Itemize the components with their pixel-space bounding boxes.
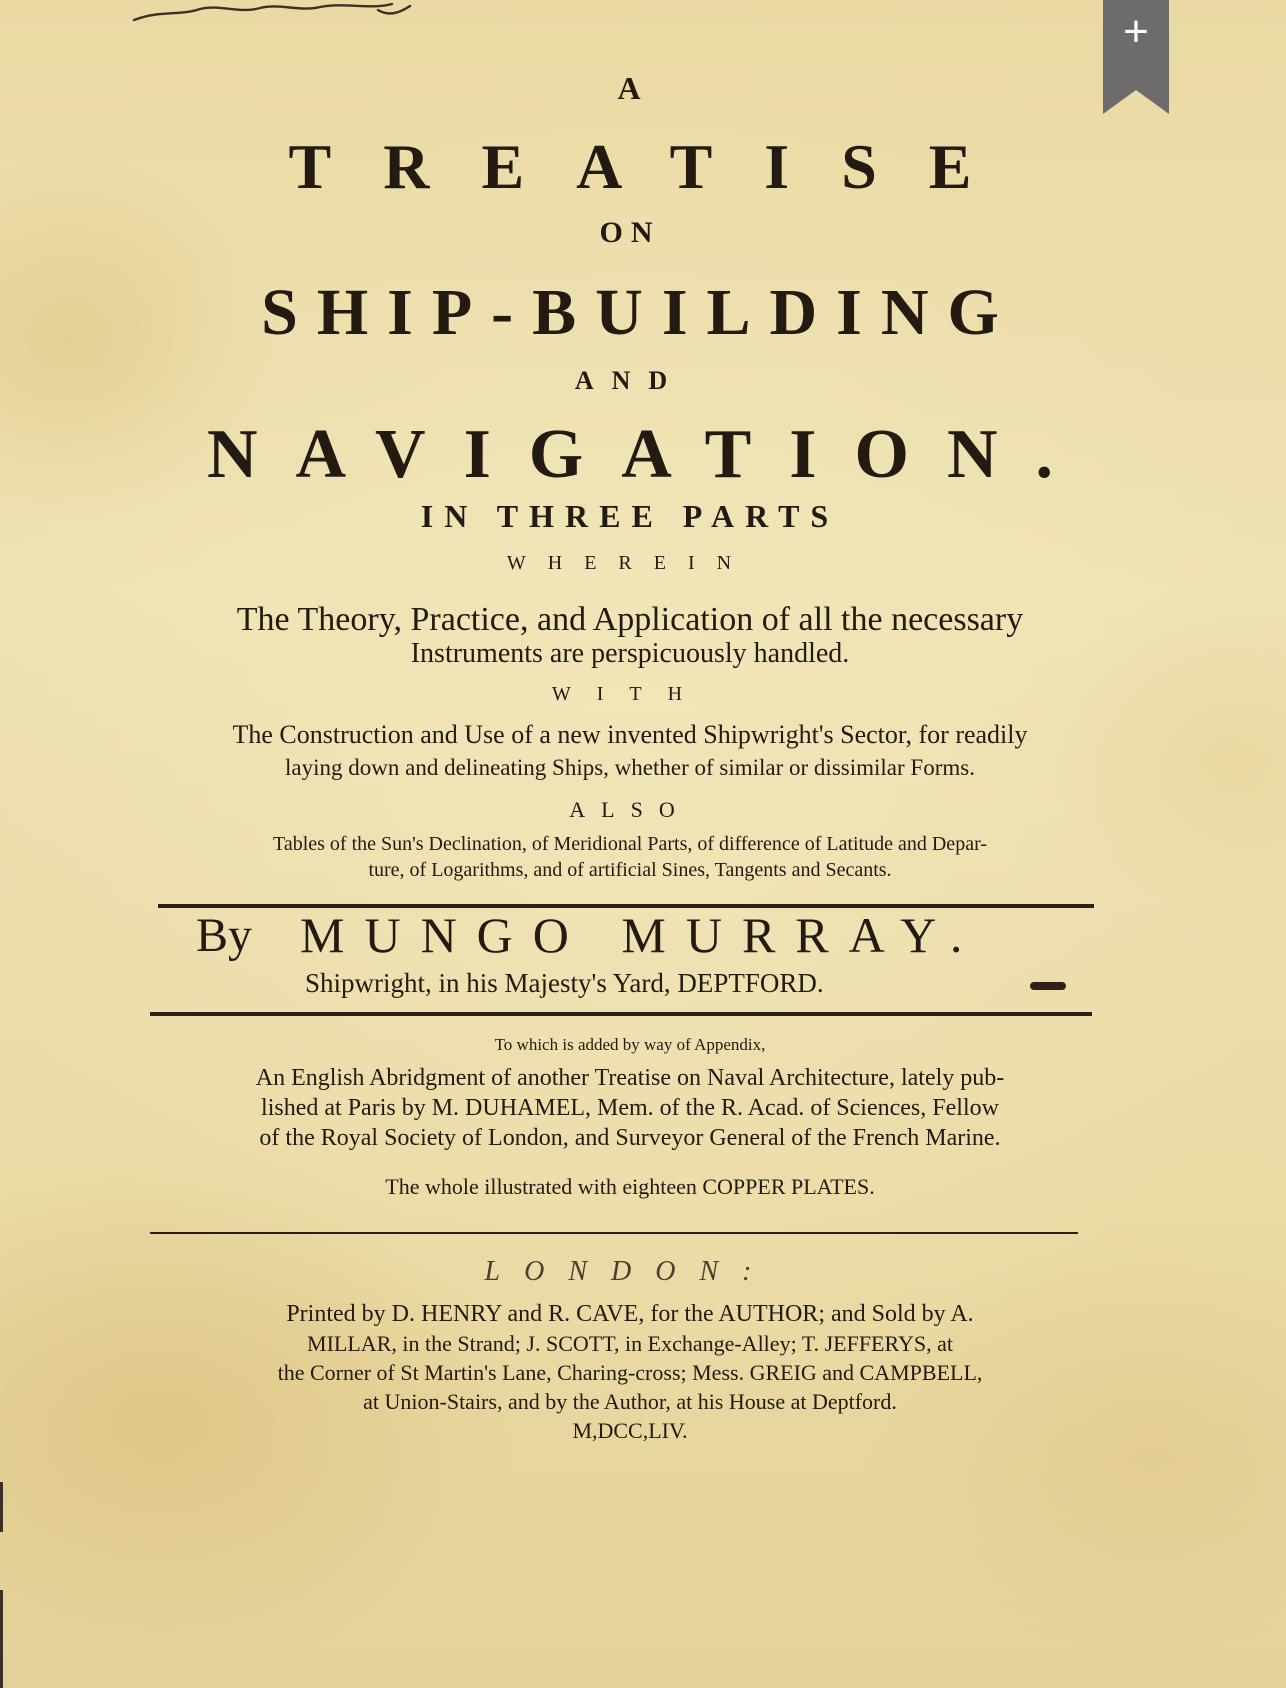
handwritten-signature — [130, 0, 430, 24]
rule-below-author — [150, 1012, 1092, 1016]
ornament-dash — [1030, 982, 1066, 990]
appendix-line-1: An English Abridgment of another Treatise on Naval Architecture, lately pub- — [255, 1065, 1005, 1091]
imprint-city: LONDON: — [484, 1256, 776, 1287]
author-name: MUNGO MURRAY. — [300, 907, 983, 963]
imprint-line-2: MILLAR, in the Strand; J. SCOTT, in Exchange-Alley; T. JEFFERYS, at — [307, 1331, 953, 1356]
title-ship-building: SHIP-BUILDING — [261, 276, 1018, 349]
parts-heading: IN THREE PARTS — [420, 498, 840, 534]
wherein-label: WHEREIN — [506, 552, 754, 574]
title-on: ON — [599, 216, 661, 249]
page-edge-mark — [0, 1590, 3, 1688]
description-line-2: Instruments are perspicuously handled. — [410, 638, 850, 669]
sector-line-1: The Construction and Use of a new invented Shipwright's Sector, for readily — [232, 720, 1028, 749]
title-main: TREATISE — [288, 131, 1024, 202]
appendix-line-3: of the Royal Society of London, and Surveyor General of the French Marine. — [259, 1125, 1001, 1151]
with-label: WITH — [551, 683, 709, 705]
bookmark-plus-glyph: + — [1123, 7, 1149, 56]
illustrated-note: The whole illustrated with eighteen COPPER PLATES. — [385, 1174, 875, 1199]
bookmark-add-button[interactable] — [1103, 0, 1169, 114]
tables-line-2: ture, of Logarithms, and of artificial Sines, Tangents and Secants. — [368, 859, 892, 881]
page-edge-mark — [0, 1482, 3, 1532]
also-label: ALSO — [569, 797, 691, 822]
description-line-1: The Theory, Practice, and Application of all the necessary — [236, 601, 1024, 638]
imprint-line-4: at Union-Stairs, and by the Author, at his House at Deptford. — [363, 1389, 897, 1414]
imprint-date: M,DCC,LIV. — [572, 1418, 688, 1443]
rule-above-imprint — [150, 1232, 1078, 1234]
appendix-intro: To which is added by way of Appendix, — [494, 1035, 766, 1054]
author-role: Shipwright, in his Majesty's Yard, DEPTFORD. — [305, 968, 824, 998]
title-article: A — [617, 70, 643, 106]
title-and: AND — [574, 366, 686, 395]
title-navigation: NAVIGATION. — [206, 416, 1092, 493]
author-by: By — [196, 909, 253, 962]
sector-line-2: laying down and delineating Ships, whether of similar or dissimilar Forms. — [285, 755, 975, 780]
imprint-line-1: Printed by D. HENRY and R. CAVE, for the AUTHOR; and Sold by A. — [286, 1301, 974, 1327]
appendix-line-2: lished at Paris by M. DUHAMEL, Mem. of the R. Acad. of Sciences, Fellow — [261, 1095, 999, 1121]
tables-line-1: Tables of the Sun's Declination, of Meridional Parts, of difference of Latitude and Depar- — [273, 833, 987, 855]
imprint-line-3: the Corner of St Martin's Lane, Charing-cross; Mess. GREIG and CAMPBELL, — [277, 1360, 983, 1385]
